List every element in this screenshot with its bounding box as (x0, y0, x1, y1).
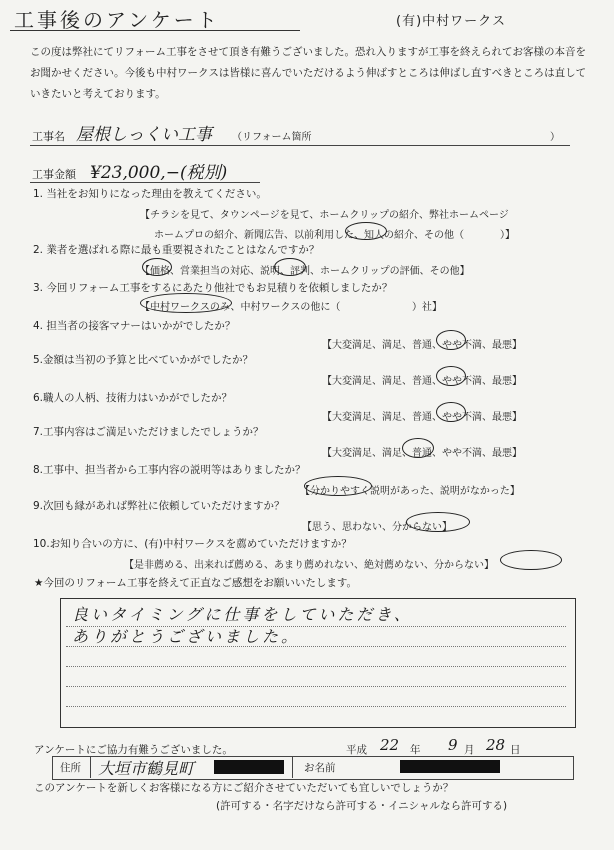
answer-circle-q2-explanation (274, 258, 306, 276)
comment-prompt: ★今回のリフォーム工事を終えて正直なご感想をお願いいたします。 (34, 577, 358, 589)
answer-circle-q1 (345, 222, 387, 240)
question-7-options: 【大変満足、満足、普通、やや不満、最悪】 (322, 448, 522, 459)
intro-text: この度は弊社にてリフォーム工事をさせて頂き有難うございました。恐れ入りますが工事を終えられてお客様の本音をお聞かせください。今後も中村ワークスは皆様に喜んでいただけるよう伸ばすところは伸ばし直すべきところは直していきたいと考えております。 (30, 46, 587, 100)
work-amount-line (30, 182, 260, 183)
question-4-options: 【大変満足、満足、普通、やや不満、最悪】 (322, 340, 522, 351)
question-1: 1. 当社をお知りになった理由を教えてください。 (33, 188, 267, 200)
title-underline (10, 30, 300, 31)
answer-circle-q5 (436, 366, 466, 386)
question-10: 10.お知り合いの方に、(有)中村ワークスを薦めていただけますか？ (33, 538, 352, 550)
address-label: 住所 (60, 762, 81, 774)
date-era: 平成 (346, 744, 367, 756)
work-name-note-close: ） (550, 132, 560, 143)
question-2-options: 【価格、営業担当の対応、説明、評判、ホームクリップの評価、その他】 (140, 266, 470, 277)
company-name: (有)中村ワークス (396, 14, 507, 29)
answer-circle-q6 (436, 402, 466, 422)
work-name-label: 工事名 (32, 130, 65, 143)
question-1-options-line1: 【チラシを見て、タウンページを見て、ホームクリップの紹介、弊社ホームページ (140, 210, 509, 221)
question-8: 8.工事中、担当者から工事内容の説明等はありましたか？ (33, 464, 306, 476)
question-2: 2. 業者を選ばれる際に最も重要視されたことはなんですか？ (33, 244, 320, 256)
question-9: 9.次回も縁があれば弊社に依頼していただけますか？ (33, 500, 285, 512)
answer-circle-q2-price (142, 258, 172, 276)
question-5: 5.金額は当初の予算と比べていかがでしたか？ (33, 354, 254, 366)
question-9-options: 【思う、思わない、分からない】 (302, 522, 452, 533)
address-divider (90, 756, 91, 778)
comment-handwriting-line2: ありがとうございました。 (72, 627, 301, 646)
date-day-unit: 日 (510, 744, 521, 756)
date-year-unit: 年 (410, 744, 421, 756)
answer-circle-q8 (304, 476, 372, 496)
date-day: 28 (486, 736, 506, 754)
question-5-options: 【大変満足、満足、普通、やや不満、最悪】 (322, 376, 522, 387)
redaction-bar-address (214, 760, 284, 774)
name-label: お名前 (304, 762, 336, 774)
question-6: 6.職人の人柄、技術力はいかがでしたか？ (33, 392, 233, 404)
question-10-options: 【是非薦める、出来れば薦める、あまり薦めれない、絶対薦めない、分からない】 (124, 560, 494, 571)
work-name-note: （リフォーム箇所 (232, 132, 312, 143)
question-1-options-line2: ホームプロの紹介、新聞広告、以前利用した、知人の紹介、その他（ (154, 230, 464, 241)
consent-options: (許可する・名字だけなら許可する・イニシャルなら許可する) (216, 800, 508, 812)
question-3: 3. 今回リフォーム工事をするにあたり他社でもお見積りを依頼しましたか？ (33, 282, 393, 294)
answer-circle-q7 (402, 438, 434, 458)
date-month-unit: 月 (464, 744, 475, 756)
work-name-line (30, 145, 570, 146)
comment-line (66, 706, 566, 707)
work-name-value: 屋根しっくい工事 (76, 125, 212, 145)
redaction-bar-name (400, 760, 500, 773)
question-3-options-close: ）社】 (412, 302, 442, 313)
consent-question: このアンケートを新しくお客様になる方にご紹介させていただいても宜しいでしょうか？ (34, 782, 454, 794)
question-7: 7.工事内容はご満足いただけましたでしょうか？ (33, 426, 264, 438)
comment-handwriting-line1: 良いタイミングに仕事をしていただき、 (72, 605, 413, 624)
comment-line (66, 686, 566, 687)
question-3-options: 【中村ワークスのみ、中村ワークスの他に（ (140, 302, 341, 313)
name-divider (292, 756, 293, 778)
question-4: 4. 担当者の接客マナーはいかがでしたか？ (33, 320, 236, 332)
question-6-options: 【大変満足、満足、普通、やや不満、最悪】 (322, 412, 522, 423)
answer-circle-q10 (500, 550, 562, 570)
answer-circle-q3 (140, 293, 232, 313)
answer-circle-q4 (436, 330, 466, 350)
thanks-text: アンケートにご協力有難うございました。 (34, 744, 233, 756)
comment-line (66, 666, 566, 667)
answer-circle-q9 (406, 512, 470, 532)
work-amount-value: ¥23,000,−(税別) (90, 163, 228, 183)
date-year: 22 (380, 736, 400, 754)
date-month: 9 (448, 736, 458, 754)
address-value: 大垣市鶴見町 (98, 759, 195, 778)
question-8-options: 【分かりやすく説明があった、説明がなかった】 (300, 486, 520, 497)
question-1-options-close: ）】 (500, 230, 515, 241)
page-title: 工事後のアンケート (14, 8, 220, 32)
work-amount-label: 工事金額 (32, 168, 76, 181)
